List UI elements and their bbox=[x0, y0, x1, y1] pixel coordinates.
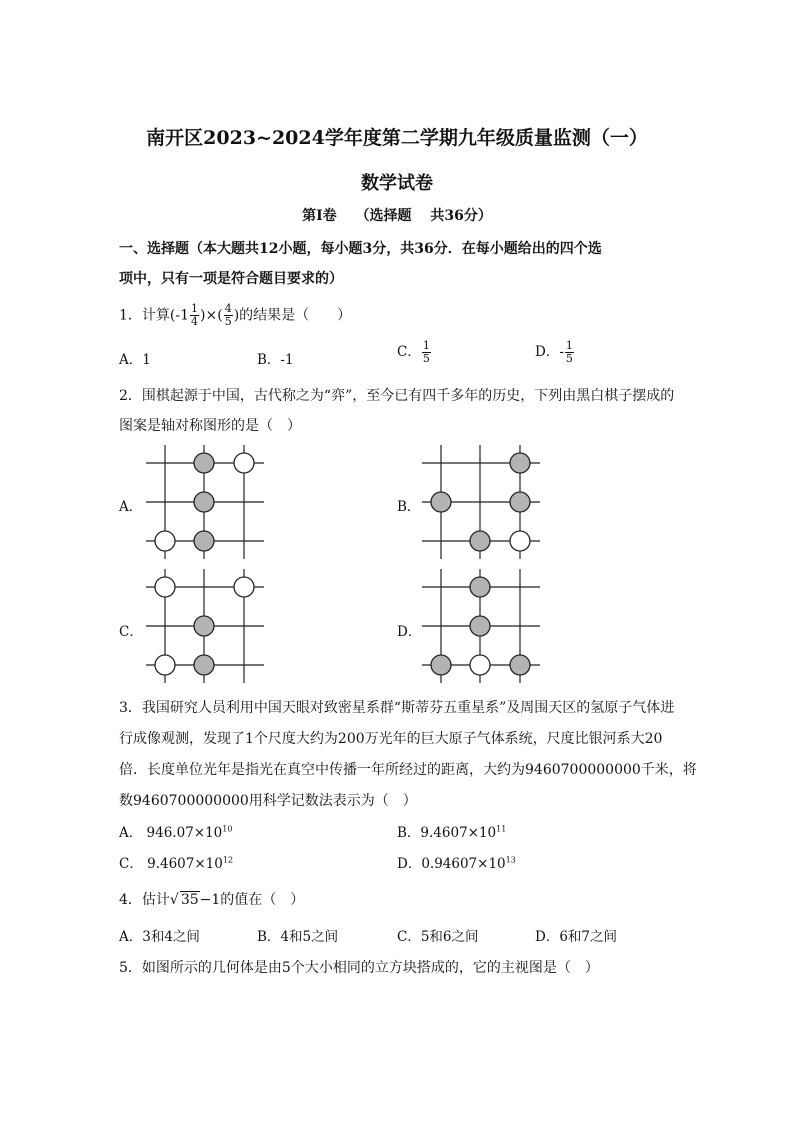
black-stone bbox=[470, 616, 490, 636]
q1-optc-label: C． bbox=[397, 344, 421, 360]
q3-line3: 倍．长度单位光年是指光在真空中传播一年所经过的距离，大约为9460700000000千米，将 bbox=[119, 762, 697, 778]
q3-option-a bbox=[119, 821, 232, 841]
page-title: 南开区2023~2024学年度第二学期九年级质量监测（一） bbox=[146, 127, 648, 149]
section1-heading-line1: 一、选择题（本大题共12小题，每小题3分，共36分．在每小题给出的四个选 bbox=[119, 241, 602, 257]
q1-prefix: 1．计算 bbox=[119, 307, 170, 324]
q1-optc-fraction bbox=[422, 340, 431, 365]
q1-open: (-1 bbox=[169, 307, 190, 324]
q4-prefix: 4．估计 bbox=[119, 892, 170, 908]
q1-f1-den: 4 bbox=[191, 315, 199, 328]
q1-times: )×( bbox=[200, 307, 223, 324]
q3-optd-exp: 13 bbox=[505, 855, 516, 865]
section1-heading-line2: 项中，只有一项是符合题目要求的） bbox=[119, 271, 343, 287]
q3-option-d bbox=[397, 852, 516, 872]
go-board-a bbox=[140, 443, 270, 561]
white-stone bbox=[234, 453, 254, 473]
q3-option-b bbox=[397, 821, 506, 841]
q4-option-b: B．4和5之间 bbox=[257, 929, 339, 945]
q1-option-c bbox=[397, 340, 432, 365]
q3-optd-text: D．0.94607×10 bbox=[397, 856, 506, 872]
black-stone bbox=[510, 453, 530, 473]
q3-opta-text: A． 946.07×10 bbox=[119, 825, 223, 841]
q1-optd-num: 1 bbox=[565, 339, 573, 352]
black-stone bbox=[194, 531, 214, 551]
q1-option-b: B．-1 bbox=[257, 352, 294, 368]
question-1-stem bbox=[119, 303, 351, 328]
q3-option-c bbox=[119, 852, 233, 872]
sqrt-sign: √ bbox=[169, 892, 179, 908]
q4-radicand: 35 bbox=[180, 892, 199, 908]
go-board-c bbox=[140, 567, 270, 685]
q4-option-d: D．6和7之间 bbox=[535, 929, 618, 945]
q1-f2-num: 4 bbox=[224, 302, 232, 315]
q1-fraction-2 bbox=[224, 303, 233, 328]
q1-f2-den: 5 bbox=[224, 315, 232, 328]
question-4-stem bbox=[119, 889, 304, 909]
white-stone bbox=[155, 655, 175, 675]
q1-f1-num: 1 bbox=[191, 302, 199, 315]
black-stone bbox=[431, 492, 451, 512]
q2-line1: 2．围棋起源于中国，古代称之为“弈”，至今已有四千多年的历史，下列由黑白棋子摆成的 bbox=[119, 388, 675, 404]
q1-suffix: 的结果是（ ） bbox=[239, 307, 352, 324]
black-stone bbox=[194, 492, 214, 512]
white-stone bbox=[155, 531, 175, 551]
white-stone bbox=[470, 655, 490, 675]
q5-line1: 5．如图所示的几何体是由5个大小相同的立方块搭成的，它的主视图是（ ） bbox=[119, 960, 599, 976]
q3-line4: 数9460700000000用科学记数法表示为（ ） bbox=[119, 793, 417, 809]
black-stone bbox=[194, 453, 214, 473]
q1-optd-label: D．- bbox=[535, 344, 564, 360]
q2-label-a: A． bbox=[119, 499, 143, 515]
q1-close: ) bbox=[233, 307, 240, 324]
page-subtitle: 数学试卷 bbox=[361, 173, 433, 194]
q1-optd-den: 5 bbox=[565, 352, 573, 365]
q4-option-c: C．5和6之间 bbox=[397, 929, 479, 945]
q3-line2: 行成像观测，发现了1个尺度大约为200万光年的巨大原子气体系统，尺度比银河系大20 bbox=[119, 731, 663, 747]
q1-optc-den: 5 bbox=[422, 352, 430, 365]
q1-option-a: A．1 bbox=[119, 352, 151, 368]
black-stone bbox=[510, 492, 530, 512]
black-stone bbox=[194, 616, 214, 636]
white-stone bbox=[510, 531, 530, 551]
q1-optd-fraction bbox=[565, 340, 574, 365]
black-stone bbox=[470, 577, 490, 597]
white-stone bbox=[234, 577, 254, 597]
q3-optb-text: B．9.4607×10 bbox=[397, 825, 497, 841]
go-board-b bbox=[416, 443, 546, 561]
q4-suffix: −1的值在（ ） bbox=[199, 892, 305, 908]
q3-line1: 3．我国研究人员利用中国天眼对致密星系群“斯蒂芬五重星系”及周围天区的氢原子气体进 bbox=[119, 700, 675, 716]
q3-optb-exp: 11 bbox=[496, 824, 507, 834]
q4-option-a: A．3和4之间 bbox=[119, 929, 200, 945]
q1-optc-num: 1 bbox=[422, 339, 430, 352]
black-stone bbox=[194, 655, 214, 675]
white-stone bbox=[155, 577, 175, 597]
q3-optc-text: C． 9.4607×10 bbox=[119, 856, 223, 872]
q1-fraction-1 bbox=[190, 303, 199, 328]
black-stone bbox=[431, 655, 451, 675]
q2-line2: 图案是轴对称图形的是（ ） bbox=[119, 418, 301, 434]
q1-option-d bbox=[535, 340, 575, 365]
black-stone bbox=[510, 655, 530, 675]
q3-opta-exp: 10 bbox=[222, 824, 233, 834]
go-board-d bbox=[416, 567, 546, 685]
q2-label-c: C． bbox=[119, 624, 143, 640]
volume-heading: 第Ⅰ卷 （选择题 共36分） bbox=[302, 208, 492, 224]
q2-label-b: B． bbox=[397, 499, 421, 515]
q2-label-d: D． bbox=[397, 624, 422, 640]
q3-optc-exp: 12 bbox=[222, 855, 234, 865]
black-stone bbox=[470, 531, 490, 551]
